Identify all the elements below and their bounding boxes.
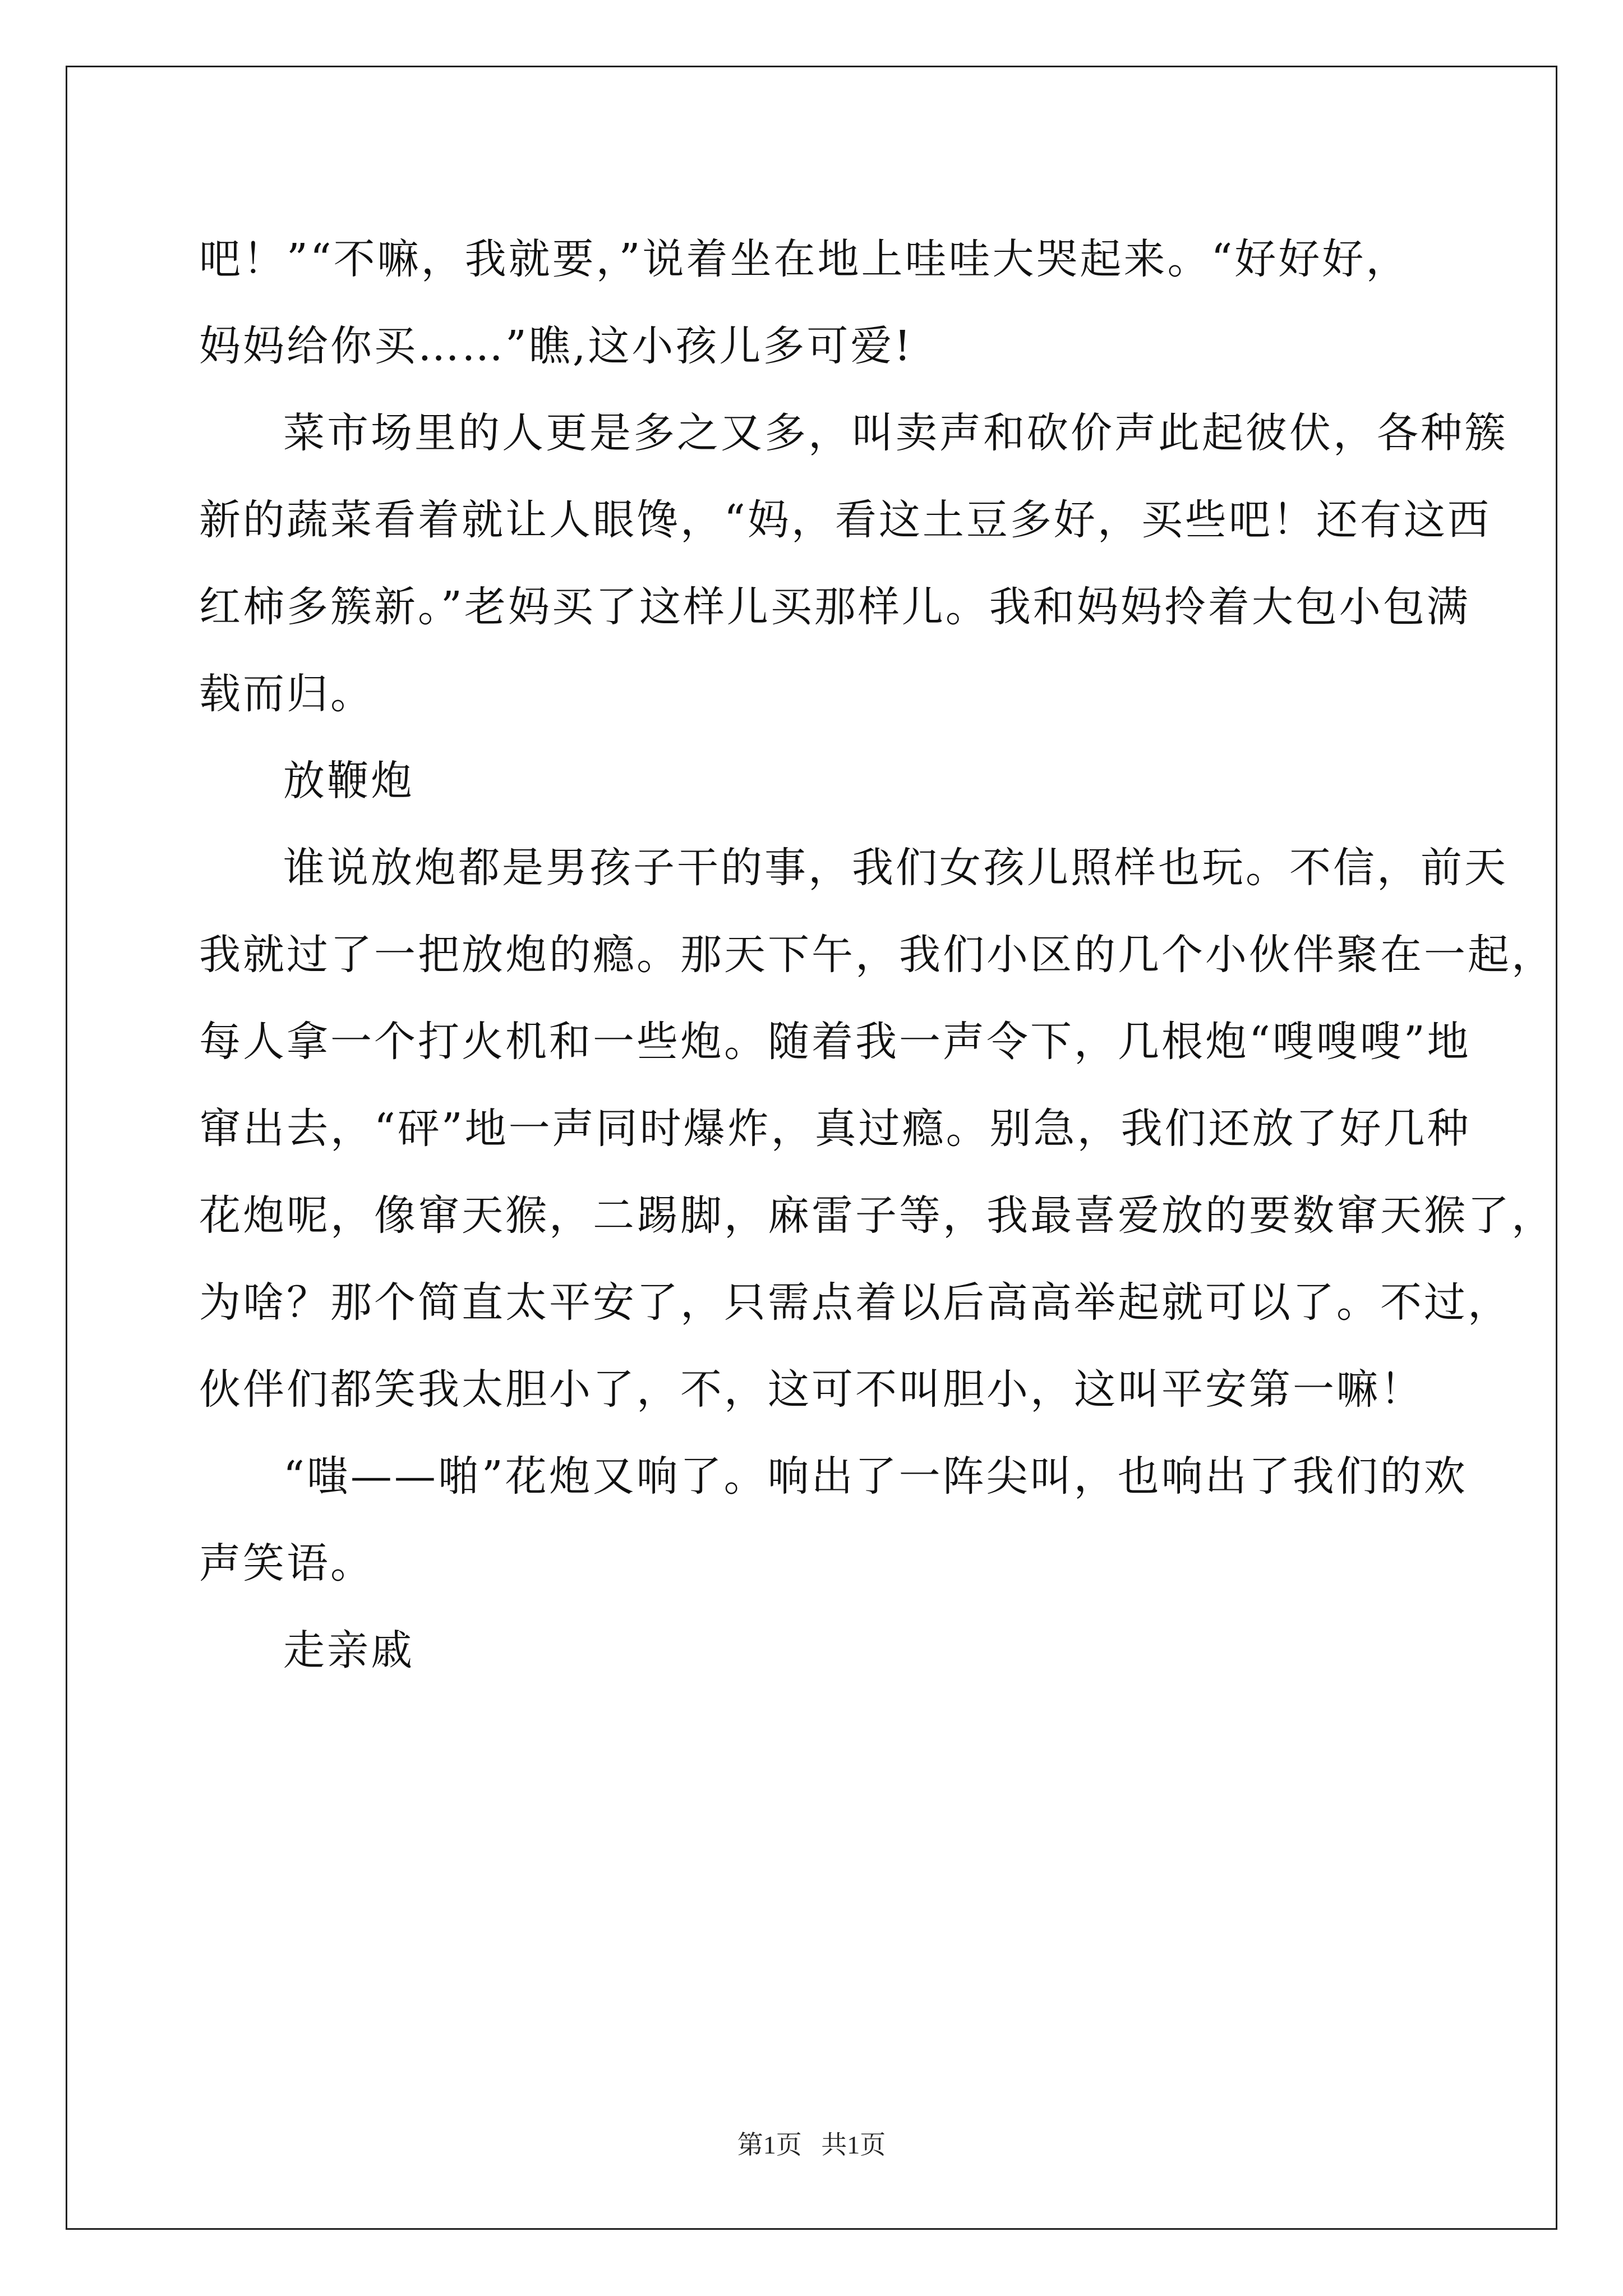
paragraph-start-line: “嗤——啪”花炮又响了。响出了一阵尖叫，也响出了我们的欢 [283,1452,1468,1501]
text-line: 载而归。 [199,670,374,718]
paragraph-start-line: 谁说放炮都是男孩子干的事，我们女孩儿照样也玩。不信，前天 [283,844,1508,892]
text-line: 我就过了一把放炮的瘾。那天下午，我们小区的几个小伙伴聚在一起， [199,931,1555,979]
page-number-footer: 第1页 共1页 [737,2131,886,2159]
text-line: 妈妈给你买……”瞧,这小孩儿多可爱! [199,322,914,370]
text-line: 窜出去，“砰”地一声同时爆炸，真过瘾。别急，我们还放了好几种 [199,1105,1471,1153]
text-line: 每人拿一个打火机和一些炮。随着我一声令下，几根炮“嗖嗖嗖”地 [199,1018,1471,1066]
text-line: 吧！”“不嘛，我就要，”说着坐在地上哇哇大哭起来。“好好好， [199,235,1410,283]
text-line: 伙伴们都笑我太胆小了，不，这可不叫胆小，这叫平安第一嘛！ [199,1365,1424,1414]
document-body [199,216,1555,1694]
text-line: 花炮呢，像窜天猴，二踢脚，麻雷子等，我最喜爱放的要数窜天猴了， [199,1191,1555,1240]
text-line: 红柿多簇新。”老妈买了这样儿买那样儿。我和妈妈拎着大包小包满 [199,583,1470,631]
paragraph-start-line: 菜市场里的人更是多之又多，叫卖声和砍价声此起彼伏，各种簇 [283,409,1508,457]
section-heading: 放鞭炮 [283,757,414,805]
text-line: 声笑语。 [199,1539,374,1588]
text-line: 为啥？那个简直太平安了，只需点着以后高高举起就可以了。不过， [199,1278,1511,1327]
section-heading: 走亲戚 [283,1626,414,1674]
text-line: 新的蔬菜看着就让人眼馋，“妈，看这土豆多好，买些吧！还有这西 [199,496,1491,544]
